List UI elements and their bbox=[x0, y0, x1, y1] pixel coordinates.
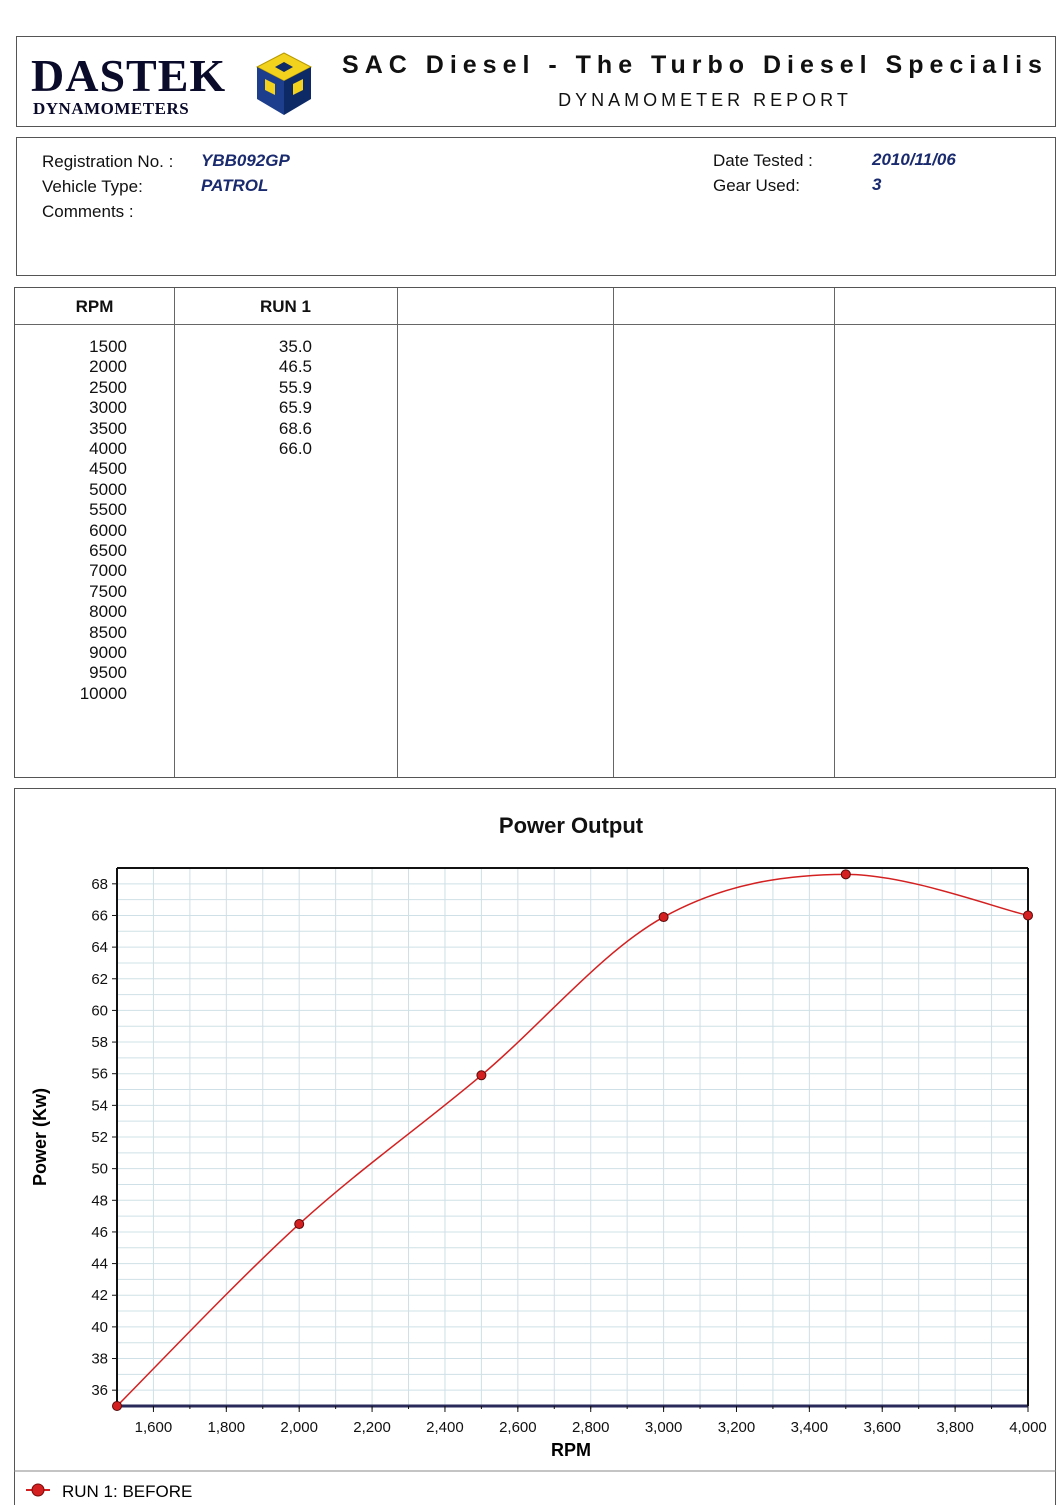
rpm-cell: 4500 bbox=[89, 459, 127, 479]
rpm-cell: 3500 bbox=[89, 418, 127, 438]
rpm-cell: 9000 bbox=[89, 643, 127, 662]
run1-cell: 65.9 bbox=[278, 398, 312, 418]
logo-text: DASTEK bbox=[31, 50, 227, 101]
chart-title: Power Output bbox=[498, 813, 644, 838]
registration-label: Registration No. : bbox=[42, 152, 174, 171]
data-point bbox=[841, 870, 850, 879]
company-title: SAC Diesel - The Turbo Diesel Specialis bbox=[342, 51, 1048, 79]
legend-label: RUN 1: BEFORE bbox=[62, 1482, 193, 1501]
y-tick-label: 40 bbox=[91, 1318, 108, 1336]
x-tick-label: 2,400 bbox=[426, 1419, 464, 1436]
y-axis-label: Power (Kw) bbox=[30, 1087, 50, 1187]
report-subtitle: DYNAMOMETER REPORT bbox=[558, 90, 852, 110]
run1-cell: 68.6 bbox=[278, 418, 312, 438]
gear-used-value: 3 bbox=[872, 175, 882, 194]
data-point bbox=[295, 1220, 304, 1229]
y-tick-label: 54 bbox=[91, 1097, 108, 1115]
y-tick-label: 48 bbox=[91, 1192, 108, 1210]
y-tick-label: 64 bbox=[91, 939, 108, 957]
date-tested-value: 2010/11/06 bbox=[872, 150, 956, 169]
rpm-cell: 1500 bbox=[89, 337, 127, 356]
x-tick-label: 2,600 bbox=[499, 1419, 537, 1436]
y-tick-label: 68 bbox=[91, 875, 108, 893]
x-tick-label: 3,200 bbox=[717, 1419, 756, 1436]
y-tick-label: 62 bbox=[91, 970, 108, 988]
rpm-cell: 7000 bbox=[89, 561, 127, 581]
rpm-cell: 8500 bbox=[89, 622, 127, 642]
data-point bbox=[1024, 911, 1033, 920]
x-tick-label: 2,000 bbox=[280, 1419, 318, 1436]
rpm-cell: 10000 bbox=[79, 683, 127, 703]
y-tick-label: 60 bbox=[91, 1002, 108, 1020]
logo-subtext: DYNAMOMETERS bbox=[33, 99, 190, 118]
y-tick-label: 52 bbox=[91, 1129, 108, 1146]
x-tick-label: 2,200 bbox=[353, 1419, 391, 1436]
rpm-cell: 8000 bbox=[89, 602, 127, 622]
rpm-cell: 6000 bbox=[89, 520, 127, 540]
y-tick-label: 36 bbox=[91, 1382, 108, 1400]
y-tick-label: 50 bbox=[91, 1160, 108, 1178]
date-tested-label: Date Tested : bbox=[713, 151, 813, 170]
x-tick-label: 3,800 bbox=[936, 1419, 974, 1436]
rpm-cell: 5000 bbox=[89, 479, 127, 499]
rpm-cell: 3000 bbox=[89, 398, 127, 418]
vehicle-type-label: Vehicle Type: bbox=[42, 177, 143, 196]
data-point bbox=[659, 913, 668, 922]
rpm-cell: 7500 bbox=[89, 581, 127, 601]
rpm-cell: 6500 bbox=[89, 541, 127, 560]
rpm-column-header: RPM bbox=[75, 297, 114, 316]
x-tick-label: 3,000 bbox=[644, 1419, 683, 1436]
x-tick-label: 3,600 bbox=[863, 1419, 902, 1436]
y-tick-label: 66 bbox=[91, 907, 108, 925]
rpm-cell: 2000 bbox=[89, 357, 127, 377]
legend-marker bbox=[32, 1484, 44, 1496]
x-tick-label: 1,600 bbox=[134, 1419, 173, 1436]
x-tick-label: 4,000 bbox=[1009, 1419, 1047, 1436]
run1-cell: 35.0 bbox=[278, 337, 312, 356]
y-tick-label: 42 bbox=[91, 1287, 108, 1305]
vehicle-type-value: PATROL bbox=[201, 176, 269, 195]
data-point bbox=[113, 1402, 122, 1411]
x-tick-label: 3,400 bbox=[790, 1419, 829, 1436]
run1-cell: 66.0 bbox=[278, 439, 312, 458]
y-tick-label: 46 bbox=[91, 1223, 108, 1241]
data-point bbox=[477, 1071, 486, 1080]
y-tick-label: 38 bbox=[91, 1350, 108, 1368]
run1-cell: 46.5 bbox=[278, 357, 312, 377]
legend bbox=[26, 1482, 192, 1501]
chart-grid bbox=[117, 868, 1028, 1406]
x-tick-label: 2,800 bbox=[571, 1419, 610, 1436]
y-tick-label: 58 bbox=[91, 1034, 108, 1052]
run1-column-header: RUN 1 bbox=[259, 297, 311, 316]
rpm-cell: 9500 bbox=[89, 663, 127, 683]
rpm-cell: 4000 bbox=[89, 439, 127, 458]
rpm-cell: 5500 bbox=[89, 500, 127, 520]
x-axis-label: RPM bbox=[551, 1440, 591, 1460]
y-tick-label: 44 bbox=[91, 1255, 108, 1273]
comments-label: Comments : bbox=[42, 202, 134, 221]
x-tick-label: 1,800 bbox=[207, 1419, 246, 1436]
rpm-cell: 2500 bbox=[89, 377, 127, 397]
registration-value: YBB092GP bbox=[201, 151, 290, 170]
y-tick-label: 56 bbox=[91, 1065, 108, 1083]
gear-used-label: Gear Used: bbox=[713, 176, 800, 195]
run1-cell: 55.9 bbox=[278, 377, 312, 397]
